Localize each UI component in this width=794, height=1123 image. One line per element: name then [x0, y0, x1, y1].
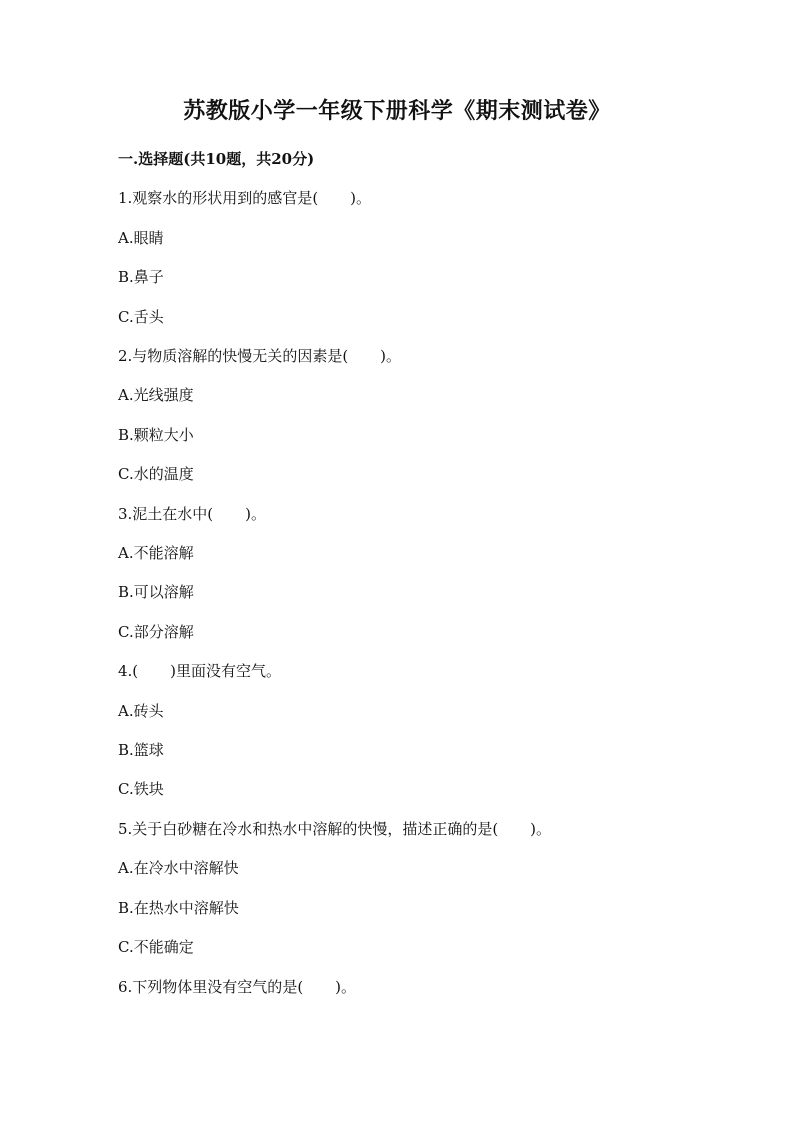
question-4-stem: [118, 660, 281, 681]
question-1-stem: [118, 187, 371, 208]
question-5-text: 5.关于白砂糖在冷水和热水中溶解的快慢，描述正确的是(: [118, 820, 499, 838]
question-3-stem: [118, 503, 266, 524]
question-2-text-end: )。: [380, 347, 402, 365]
question-4-option-b: B.篮球: [118, 741, 164, 759]
question-2-text: 2.与物质溶解的快慢无关的因素是(: [118, 347, 349, 365]
question-4-option-a: A.砖头: [118, 702, 164, 720]
question-5-option-b: B.在热水中溶解快: [118, 899, 239, 917]
question-1-option-c: C.舌头: [118, 308, 164, 326]
question-5-text-end: )。: [530, 820, 552, 838]
question-6-text: 6.下列物体里没有空气的是(: [118, 978, 304, 996]
page-title: 苏教版小学一年级下册科学《期末测试卷》: [183, 98, 611, 124]
question-1-option-a: A.眼睛: [118, 229, 164, 247]
question-2-option-a: A.光线强度: [118, 386, 194, 404]
question-4-option-c: C.铁块: [118, 780, 164, 798]
question-1-text: 1.观察水的形状用到的感官是(: [118, 189, 319, 207]
question-4-text-end: )里面没有空气。: [170, 662, 282, 680]
question-3-text-end: )。: [245, 505, 267, 523]
question-1-text-end: )。: [350, 189, 372, 207]
question-1-option-b: B.鼻子: [118, 268, 164, 286]
question-2-stem: [118, 345, 401, 366]
question-3-option-b: B.可以溶解: [118, 583, 194, 601]
question-6-text-end: )。: [335, 978, 357, 996]
question-3-option-a: A.不能溶解: [118, 544, 194, 562]
section-heading: 一.选择题(共10题，共20分): [118, 150, 315, 168]
question-3-option-c: C.部分溶解: [118, 623, 194, 641]
question-3-text: 3.泥土在水中(: [118, 505, 214, 523]
question-2-option-c: C.水的温度: [118, 465, 194, 483]
question-2-option-b: B.颗粒大小: [118, 426, 194, 444]
question-5-stem: [118, 818, 551, 839]
question-4-text: 4.(: [118, 662, 139, 680]
question-6-stem: [118, 976, 356, 997]
question-5-option-c: C.不能确定: [118, 938, 194, 956]
question-5-option-a: A.在冷水中溶解快: [118, 859, 239, 877]
